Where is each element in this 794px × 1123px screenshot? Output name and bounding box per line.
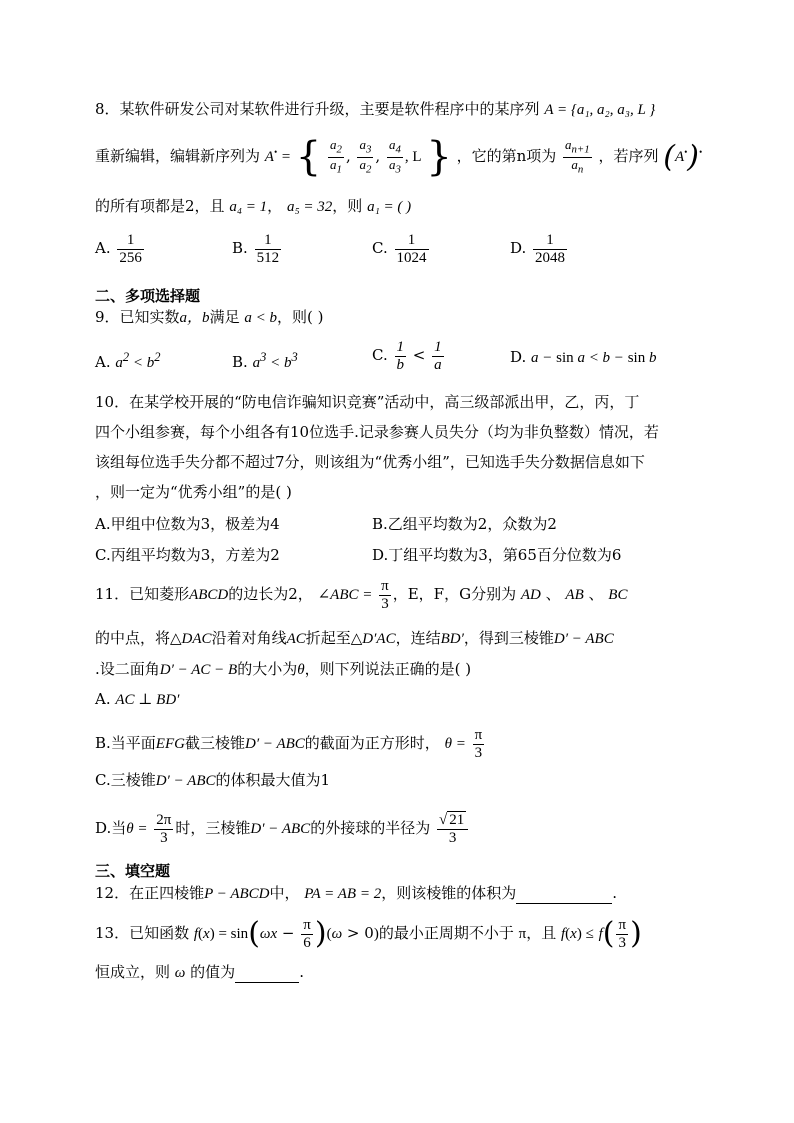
- q10-line2: 四个小组参赛，每个小组各有10位选手.记录参赛人员失分（均为非负整数）情况，若: [95, 423, 659, 441]
- q10-option-a[interactable]: A.甲组中位数为3，极差为4: [95, 515, 280, 533]
- q9-option-b[interactable]: B. $a^3 < b^3$: [232, 350, 298, 371]
- q10-line3: 该组每位选手失分都不超过7分，则该组为“优秀小组”，已知选手失分数据信息如下: [95, 453, 645, 471]
- q9-option-c[interactable]: C. $\frac{1}{b}$ < $\frac{1}{a}$: [372, 339, 442, 373]
- q8-nth-term: $\frac{a_{n+1}}{a_n}$: [565, 137, 590, 176]
- q11-line2: 的中点，将△DAC沿着对角线AC折起至△D′AC，连结BD′，得到三棱锥D′ − ABC: [95, 629, 614, 647]
- q13-stem-line1: 13．已知函数 f(x) = sin(ωx − $\frac{\pi}{6}$ )(ω > 0)的最小正周期不小于 π，且 f(x) ≤ f( $\frac{\pi}{3}$ ): [95, 916, 642, 951]
- q11-option-d[interactable]: D.当θ = $\frac{2\pi}{3}$ 时，三棱锥D′ − ABC的外接球的半径为 $\frac{√ 21}{3}$: [95, 812, 470, 846]
- q9-option-d[interactable]: D. a − sin a < b − sin b: [510, 348, 657, 366]
- q8-line1: 8．某软件研发公司对某软件进行升级，主要是软件程序中的某序列 A = {a₁, a₂, a₃, L }: [95, 100, 656, 118]
- q13-answer-blank[interactable]: [235, 962, 299, 983]
- q12-answer-blank[interactable]: [516, 883, 612, 904]
- q10-option-b[interactable]: B.乙组平均数为2，众数为2: [372, 515, 557, 533]
- q11-option-b[interactable]: B.当平面EFG截三棱锥D′ − ABC的截面为正方形时， θ = $\frac{\pi}{3}$: [95, 727, 483, 761]
- q12-stem: 12．在正四棱锥P − ABCD中， PA = AB = 2，则该棱锥的体积为 .: [95, 884, 618, 902]
- q13-stem-line2: 恒成立，则 ω 的值为 .: [95, 963, 304, 981]
- q10-line4: ，则一定为“优秀小组”的是( ): [95, 483, 292, 501]
- section-heading-fill-blank: 三、填空题: [95, 862, 171, 880]
- q11-option-a[interactable]: A. AC ⊥ BD′: [95, 690, 180, 708]
- q8-line2: 重新编辑，编辑新序列为 A• = { $\frac{a_2}{a_1}$ , $\frac{a_3}{a_2}$ , $\frac{a_4}{a_3}$ , L } ，它的第n项为 $\frac{a_{n+1}}{a_n}$ ，若序列 (A•)•: [95, 134, 703, 180]
- q8-A-star: A• =: [264, 147, 291, 165]
- q10-option-c[interactable]: C.丙组平均数为3，方差为2: [95, 546, 280, 564]
- q8-option-b[interactable]: B. $\frac{1}{512}$: [232, 232, 280, 266]
- q8-option-d[interactable]: D. $\frac{1}{2048}$: [510, 232, 566, 266]
- section-heading-multiple-choice: 二、多项选择题: [95, 287, 201, 305]
- q11-line3: .设二面角D′ − AC − B的大小为θ，则下列说法正确的是( ): [95, 660, 472, 678]
- q9-stem: 9．已知实数a，b满足 a < b，则( ): [95, 308, 324, 326]
- q11-line1: 11．已知菱形ABCD的边长为2， ∠ABC = $\frac{\pi}{3}$ ，E，F，G分别为 AD 、 AB 、 BC: [95, 578, 628, 612]
- q11-option-c[interactable]: C.三棱锥D′ − ABC的体积最大值为1: [95, 771, 331, 789]
- q9-option-a[interactable]: A. $a^2 < b^2$: [95, 350, 161, 371]
- q8-option-a[interactable]: A. $\frac{1}{256}$: [95, 232, 142, 266]
- q8-line3: 的所有项都是2，且 a₄ = 1， a₅ = 32，则 a₁ = ( ): [95, 197, 412, 215]
- q10-line1: 10．在某学校开展的“防电信诈骗知识竞赛”活动中，高三级部派出甲，乙，丙，丁: [95, 393, 640, 411]
- q10-option-d[interactable]: D.丁组平均数为3，第65百分位数为6: [372, 546, 622, 564]
- q8-set-A: A = {a₁, a₂, a₃, L }: [544, 102, 656, 118]
- q8-option-c[interactable]: C. $\frac{1}{1024}$: [372, 232, 427, 266]
